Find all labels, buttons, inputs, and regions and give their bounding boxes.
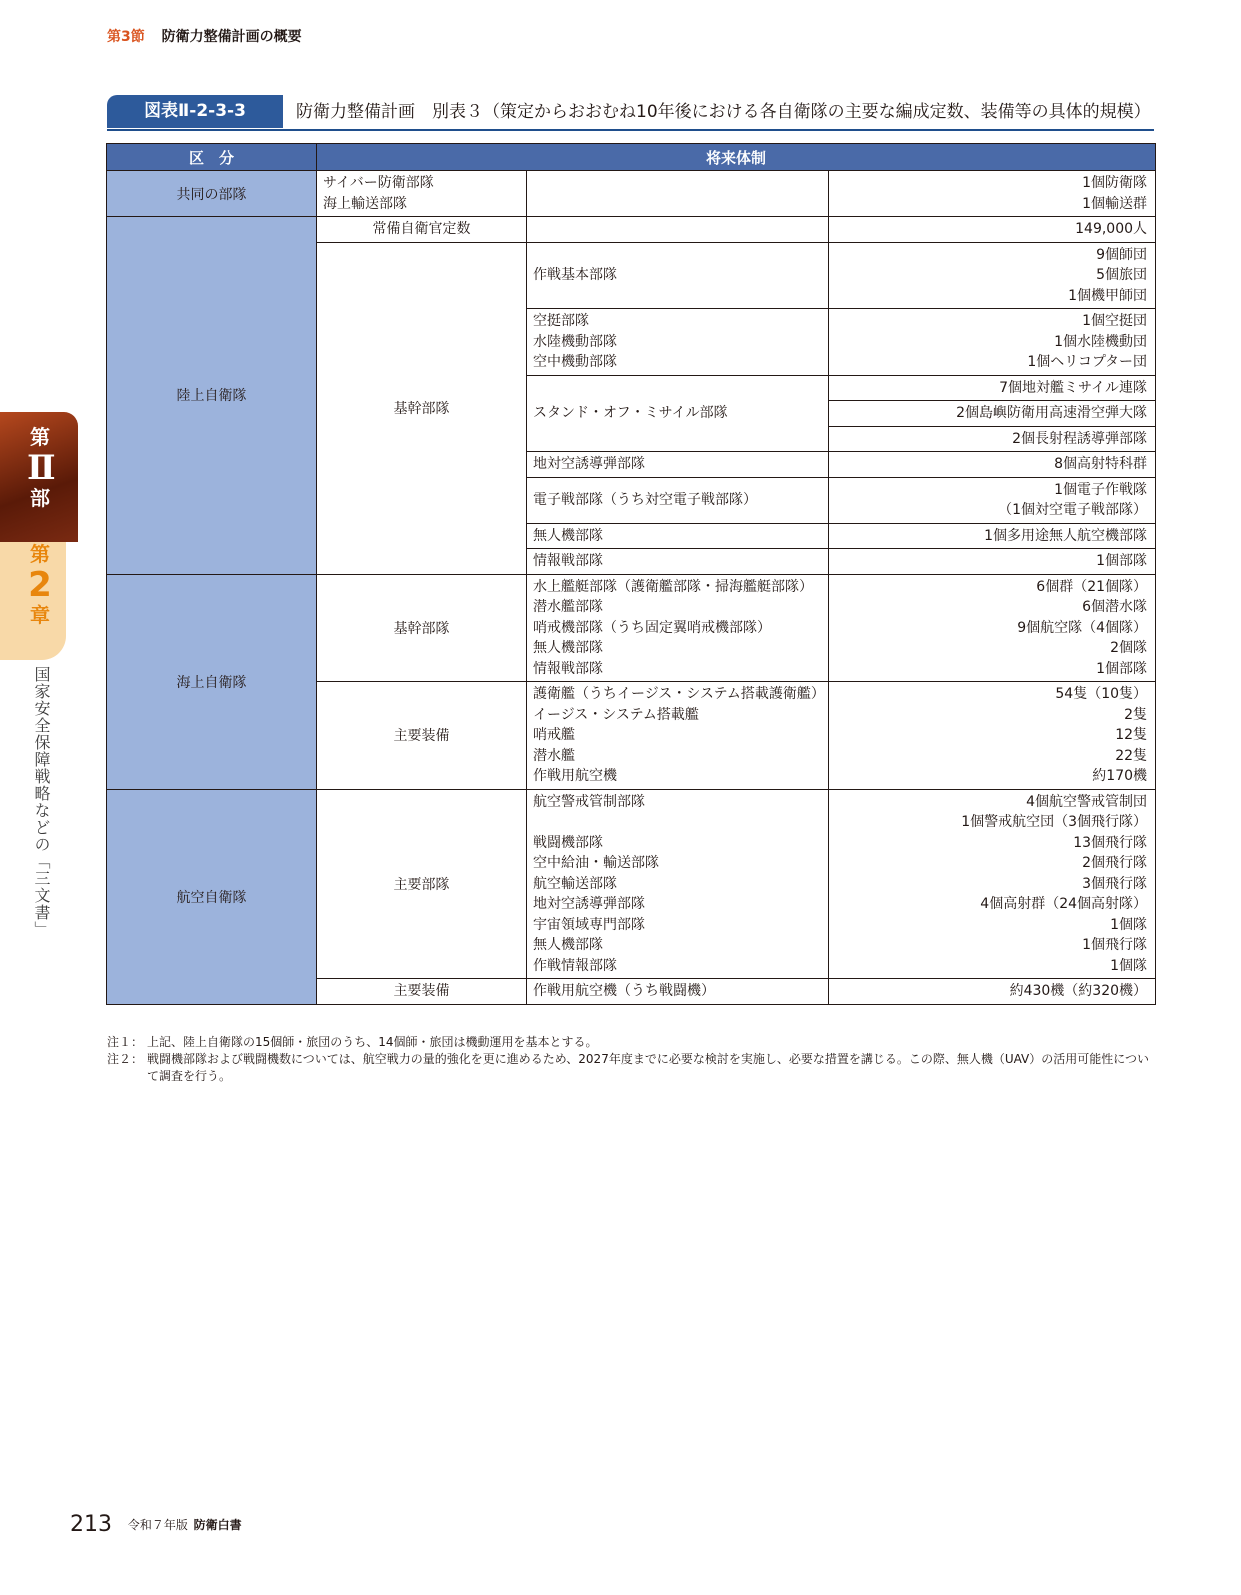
part-prefix: 第 xyxy=(30,425,50,449)
item: 空挺部隊 xyxy=(533,313,589,329)
category-gsdf: 陸上自衛隊 xyxy=(107,217,317,575)
table-row xyxy=(107,217,1156,243)
msdf-core-items xyxy=(527,574,829,682)
value: 9個師団 xyxy=(1096,246,1148,263)
value: 1個ヘリコプター団 xyxy=(1027,354,1148,370)
value: 4個高射群（24個高射隊） xyxy=(980,896,1148,912)
value: 149,000人 xyxy=(1075,221,1148,237)
value: 1個警戒航空団（3個飛行隊） xyxy=(961,814,1148,830)
value: 1個隊 xyxy=(1110,957,1148,974)
table-row xyxy=(107,574,1156,682)
note xyxy=(107,1034,1157,1051)
gsdf-row-values xyxy=(829,477,1156,523)
gsdf-row-values xyxy=(829,375,1156,401)
part-suffix: 部 xyxy=(30,486,50,510)
item: 情報戦部隊 xyxy=(533,553,603,569)
value: 6個潜水隊 xyxy=(1082,599,1148,615)
gsdf-row-values xyxy=(829,549,1156,575)
figure-title: 防衛力整備計画 別表３（策定からおおむね10年後における各自衛隊の主要な編成定数、装備等の具体的規模） xyxy=(296,102,1151,122)
value: 3個飛行隊 xyxy=(1082,875,1148,892)
note-label: 注２： xyxy=(107,1052,144,1066)
value: 2隻 xyxy=(1124,706,1148,723)
item: 哨戒艦 xyxy=(533,727,575,743)
item: 空中機動部隊 xyxy=(533,354,617,370)
gsdf-personnel-value xyxy=(829,217,1156,243)
item: 地対空誘導弾部隊 xyxy=(533,896,645,912)
category-joint: 共同の部隊 xyxy=(107,171,317,217)
item: 作戦情報部隊 xyxy=(533,957,617,974)
item: 情報戦部隊 xyxy=(533,660,603,677)
note-label: 注１： xyxy=(107,1035,144,1049)
asdf-equip-label xyxy=(317,979,527,1005)
gsdf-row-items xyxy=(527,523,829,549)
item: 無人機部隊 xyxy=(533,640,603,656)
value: 13個飛行隊 xyxy=(1073,834,1148,851)
value: 約430機（約320機） xyxy=(1009,983,1148,999)
item: 護衛艦（うちイージス・システム搭載護衛艦） xyxy=(533,686,825,702)
msdf-core-label: 基幹部隊 xyxy=(317,574,527,682)
gsdf-row-items xyxy=(527,242,829,309)
asdf-equip-item xyxy=(527,979,829,1005)
joint-values xyxy=(829,171,1156,217)
gsdf-row-items xyxy=(527,549,829,575)
value: 1個隊 xyxy=(1110,916,1148,933)
gsdf-row-items xyxy=(527,375,829,452)
value: 1個水陸機動団 xyxy=(1054,333,1148,350)
item: 無人機部隊 xyxy=(533,527,603,544)
msdf-core-values xyxy=(829,574,1156,682)
item: スタンド・オフ・ミサイル部隊 xyxy=(533,405,728,421)
item: 地対空誘導弾部隊 xyxy=(533,456,645,472)
value: 8個高射特科群 xyxy=(1054,456,1148,472)
value: 1個部隊 xyxy=(1096,660,1148,677)
section-header xyxy=(107,26,302,46)
gsdf-personnel-label xyxy=(317,217,527,243)
note-text: 上記、陸上自衛隊の15個師・旅団のうち、14個師・旅団は機動運用を基本とする。 xyxy=(147,1035,598,1049)
item: 海上輸送部隊 xyxy=(323,195,407,212)
value: 1個輸送群 xyxy=(1082,195,1148,212)
table-notes xyxy=(107,1034,1157,1085)
force-structure-table xyxy=(106,143,1156,1005)
label: 主要装備 xyxy=(393,983,450,999)
value: 5個旅団 xyxy=(1096,267,1148,283)
msdf-equip-values xyxy=(829,682,1156,790)
item: 水上艦艇部隊（護衛艦部隊・掃海艦艇部隊） xyxy=(533,578,813,595)
value: 6個群（21個隊） xyxy=(1036,578,1148,595)
table-row xyxy=(107,789,1156,979)
value: 2個島嶼防衛用高速滑空弾大隊 xyxy=(956,405,1148,421)
value: （1個対空電子戦部隊） xyxy=(998,502,1148,518)
value: 22隻 xyxy=(1115,747,1148,764)
value: 54隻（10隻） xyxy=(1055,686,1148,702)
value: 9個航空隊（4個隊） xyxy=(1017,619,1148,636)
category-msdf: 海上自衛隊 xyxy=(107,574,317,789)
item: 航空警戒管制部隊 xyxy=(533,793,645,810)
gsdf-row-values xyxy=(829,242,1156,309)
item: 潜水艦 xyxy=(533,747,575,764)
value: 1個電子作戦隊 xyxy=(1054,481,1148,498)
item: 潜水艦部隊 xyxy=(533,599,603,615)
empty-cell xyxy=(527,171,829,217)
gsdf-row-items xyxy=(527,309,829,376)
asdf-units-label: 主要部隊 xyxy=(317,789,527,979)
joint-items xyxy=(317,171,527,217)
chapter-number: 2 xyxy=(28,565,52,605)
gsdf-row-values xyxy=(829,401,1156,427)
item: 作戦基本部隊 xyxy=(533,267,617,283)
msdf-equip-label: 主要装備 xyxy=(317,682,527,790)
value: 7個地対艦ミサイル連隊 xyxy=(999,379,1148,396)
gsdf-row-values xyxy=(829,452,1156,478)
header-category: 区 分 xyxy=(107,144,317,171)
value: 1個飛行隊 xyxy=(1082,937,1148,953)
value: 2個長射程誘導弾部隊 xyxy=(1012,430,1148,447)
item: 宇宙領域専門部隊 xyxy=(533,916,645,933)
table-row xyxy=(107,171,1156,217)
personnel-label: 常備自衛官定数 xyxy=(372,221,471,237)
value: 2個隊 xyxy=(1110,640,1148,656)
chapter-tab-label xyxy=(27,542,53,628)
chapter-title: 国家安全保障戦略などの「三文書」 xyxy=(32,666,51,938)
section-title: 防衛力整備計画の概要 xyxy=(161,29,302,45)
gsdf-row-items xyxy=(527,452,829,478)
item: 航空輸送部隊 xyxy=(533,875,617,892)
header-future: 将来体制 xyxy=(317,144,1156,171)
item: サイバー防衛部隊 xyxy=(323,175,434,191)
item: 哨戒機部隊（うち固定翼哨戒機部隊） xyxy=(533,619,771,636)
note xyxy=(107,1051,1157,1085)
section-label: 第3節 xyxy=(107,29,145,45)
empty-cell xyxy=(527,217,829,243)
item: 空中給油・輸送部隊 xyxy=(533,855,659,871)
part-tab-label xyxy=(27,425,56,511)
value: 2個飛行隊 xyxy=(1082,855,1148,871)
item: 無人機部隊 xyxy=(533,937,603,953)
book-title: 防衛白書 xyxy=(193,1518,242,1532)
item: 作戦用航空機 xyxy=(533,768,617,784)
gsdf-row-values xyxy=(829,523,1156,549)
asdf-units-values xyxy=(829,789,1156,979)
item: イージス・システム搭載艦 xyxy=(533,706,699,723)
gsdf-row-values xyxy=(829,309,1156,376)
figure-label: 図表Ⅱ-2-3-3 xyxy=(107,95,283,128)
part-number: Ⅱ xyxy=(27,448,56,488)
figure-caption xyxy=(107,95,1154,131)
asdf-units-items xyxy=(527,789,829,979)
asdf-equip-value xyxy=(829,979,1156,1005)
gsdf-row-items xyxy=(527,477,829,523)
value: 1個機甲師団 xyxy=(1068,287,1148,304)
note-text: 戦闘機部隊および戦闘機数については、航空戦力の量的強化を更に進めるため、2027年度までに必要な検討を実施し、必要な措置を講じる。この際、無人機（UAV）の活用可能性について調査を行う。 xyxy=(147,1052,1150,1083)
category-asdf: 航空自衛隊 xyxy=(107,789,317,1004)
edition-year: 令和７年版 xyxy=(127,1518,188,1532)
page-footer xyxy=(70,1512,242,1537)
value: 約170機 xyxy=(1092,768,1148,784)
item xyxy=(533,812,822,833)
value: 1個空挺団 xyxy=(1082,313,1148,329)
item: 電子戦部隊（うち対空電子戦部隊） xyxy=(533,491,757,508)
chapter-suffix: 章 xyxy=(30,603,50,627)
value: 1個多用途無人航空機部隊 xyxy=(984,527,1148,544)
value: 1個防衛隊 xyxy=(1082,175,1148,191)
value: 1個部隊 xyxy=(1096,553,1148,569)
page-number: 213 xyxy=(70,1512,112,1537)
item: 戦闘機部隊 xyxy=(533,834,603,851)
chapter-prefix: 第 xyxy=(30,542,50,566)
gsdf-row-values xyxy=(829,426,1156,452)
msdf-equip-items xyxy=(527,682,829,790)
item: 水陸機動部隊 xyxy=(533,333,617,350)
value: 12隻 xyxy=(1115,727,1148,743)
value: 4個航空警戒管制団 xyxy=(1026,793,1148,810)
item: 作戦用航空機（うち戦闘機） xyxy=(533,983,715,999)
gsdf-core-label: 基幹部隊 xyxy=(317,242,527,574)
